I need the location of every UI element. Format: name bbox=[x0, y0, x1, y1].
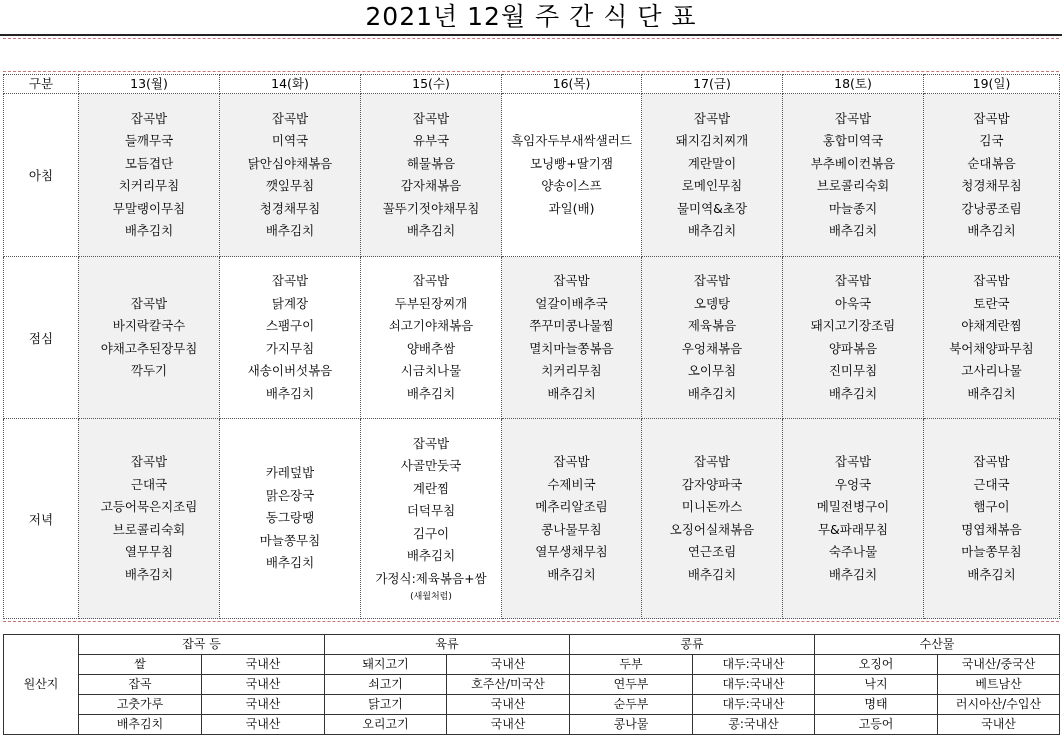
origin-country: 베트남산 bbox=[938, 675, 1060, 695]
menu-items bbox=[361, 270, 501, 405]
menu-item: 잡곡밥 bbox=[834, 454, 872, 469]
menu-item: 배추김치 bbox=[687, 385, 737, 401]
menu-cell bbox=[220, 257, 361, 419]
menu-item: 돼지고기장조림 bbox=[810, 318, 896, 333]
header-label: 구분 bbox=[4, 75, 79, 94]
menu-item: 미역국 bbox=[271, 133, 309, 148]
menu-item: 잡곡밥 bbox=[271, 273, 309, 288]
menu-item: 부추베이컨볶음 bbox=[810, 155, 896, 171]
menu-item: 아욱국 bbox=[834, 295, 872, 311]
menu-item: 맑은장국 bbox=[265, 487, 315, 503]
origin-country: 국내산 bbox=[202, 695, 325, 715]
menu-cell bbox=[783, 257, 924, 419]
menu-item: 배추김치 bbox=[828, 385, 878, 401]
menu-item: 메추리알조림 bbox=[535, 499, 608, 514]
menu-items bbox=[502, 270, 641, 405]
menu-item: 잡곡밥 bbox=[973, 110, 1010, 126]
menu-item: 수제비국 bbox=[547, 476, 596, 492]
menu-item: 브로콜리숙회 bbox=[816, 178, 890, 193]
menu-item: 홍합미역국 bbox=[822, 133, 884, 148]
menu-item: 잡곡밥 bbox=[553, 273, 590, 288]
menu-item: 잡곡밥 bbox=[412, 435, 450, 451]
meal-label: 점심 bbox=[4, 257, 79, 419]
origin-item: 고등어 bbox=[815, 715, 938, 735]
day-header: 19(일) bbox=[924, 75, 1060, 94]
menu-cell bbox=[502, 257, 642, 419]
menu-item: 근대국 bbox=[973, 476, 1010, 492]
menu-item: 깍두기 bbox=[130, 363, 168, 378]
menu-item: 더덕무침 bbox=[406, 503, 456, 519]
menu-cell bbox=[502, 419, 642, 619]
menu-cell bbox=[502, 94, 642, 257]
menu-item: 얼갈이배추국 bbox=[535, 295, 608, 311]
origin-item: 명태 bbox=[815, 695, 938, 715]
origin-country: 국내산 bbox=[202, 675, 325, 695]
origin-item: 순두부 bbox=[570, 695, 693, 715]
origin-country: 국내산 bbox=[202, 655, 325, 675]
menu-item: 고사리나물 bbox=[961, 363, 1022, 378]
menu-item: 감자채볶음 bbox=[400, 178, 462, 193]
menu-item: 바지락칼국수 bbox=[112, 318, 186, 333]
menu-cell bbox=[642, 257, 783, 419]
menu-item: 야채계란찜 bbox=[961, 318, 1022, 333]
menu-items bbox=[783, 270, 923, 405]
menu-items bbox=[220, 270, 360, 405]
menu-item: 메밀전병구이 bbox=[816, 499, 890, 514]
origin-country: 러시아산/수입산 bbox=[938, 695, 1060, 715]
origin-item: 쇠고기 bbox=[325, 675, 447, 695]
menu-items bbox=[502, 451, 641, 586]
menu-item: 잡곡밥 bbox=[693, 454, 731, 469]
menu-item: 오뎅탕 bbox=[693, 295, 731, 311]
origin-group-header: 육류 bbox=[325, 635, 570, 655]
menu-item: 연근조림 bbox=[687, 544, 737, 559]
menu-items bbox=[220, 462, 360, 575]
menu-item: 오이무침 bbox=[687, 363, 737, 378]
day-header: 16(목) bbox=[502, 75, 642, 94]
origin-table bbox=[3, 634, 1060, 735]
origin-country: 콩:국내산 bbox=[693, 715, 815, 735]
menu-item: 우엉채볶음 bbox=[681, 340, 743, 356]
menu-item: 야채고추된장무침 bbox=[100, 340, 198, 356]
dashed-divider bbox=[3, 71, 1059, 72]
menu-items bbox=[220, 108, 360, 243]
menu-item: 스팸구이 bbox=[265, 318, 315, 333]
origin-country: 호주산/미국산 bbox=[447, 675, 570, 695]
menu-item: 청경채무침 bbox=[961, 178, 1022, 193]
menu-item: 햄구이 bbox=[973, 499, 1010, 514]
menu-item: 우엉국 bbox=[834, 476, 872, 492]
menu-item: 열무무침 bbox=[124, 544, 174, 559]
menu-item: 모듬겹단 bbox=[124, 155, 174, 171]
menu-items bbox=[79, 451, 219, 586]
menu-item: 두부된장찌개 bbox=[394, 295, 468, 311]
menu-item: 배추김치 bbox=[124, 223, 174, 238]
origin-row bbox=[4, 695, 1060, 715]
menu-item: 새송이버섯볶음 bbox=[247, 363, 333, 378]
menu-items bbox=[642, 270, 782, 405]
menu-note: (새월처럼) bbox=[410, 592, 452, 603]
menu-item: 잡곡밥 bbox=[834, 273, 872, 288]
page-title: 2021년 12월 주 간 식 단 표 bbox=[365, 2, 697, 31]
menu-item: 멸치마늘쫑볶음 bbox=[529, 340, 614, 356]
menu-cell bbox=[79, 257, 220, 419]
menu-cell bbox=[783, 94, 924, 257]
menu-item: 잡곡밥 bbox=[553, 454, 590, 469]
menu-item: 무말랭이무침 bbox=[112, 200, 186, 216]
menu-item: 배추김치 bbox=[265, 223, 315, 238]
menu-item: 청경채무침 bbox=[259, 200, 321, 216]
menu-item: 배추김치 bbox=[406, 223, 456, 238]
menu-item: 토란국 bbox=[973, 295, 1010, 311]
menu-item: 잡곡밥 bbox=[973, 273, 1010, 288]
origin-item: 연두부 bbox=[570, 675, 693, 695]
menu-item: 마늘종지 bbox=[828, 200, 878, 216]
meal-row bbox=[4, 257, 1060, 419]
menu-item: 배추김치 bbox=[828, 223, 878, 238]
origin-country: 국내산 bbox=[202, 715, 325, 735]
menu-item: 계란찜 bbox=[412, 480, 450, 496]
menu-cell bbox=[924, 94, 1060, 257]
meal-label: 아침 bbox=[4, 94, 79, 257]
menu-item: 배추김치 bbox=[124, 566, 174, 582]
menu-item: 흑임자두부새싹샐러드 bbox=[511, 133, 632, 148]
menu-item: 잡곡밥 bbox=[130, 110, 168, 126]
menu-cell bbox=[220, 94, 361, 257]
menu-item: 순대볶음 bbox=[967, 155, 1016, 171]
menu-item: 로메인무침 bbox=[681, 178, 743, 193]
menu-item: 배추김치 bbox=[687, 566, 737, 582]
origin-country: 대두:국내산 bbox=[693, 675, 815, 695]
menu-item: 쭈꾸미콩나물찜 bbox=[529, 318, 614, 333]
origin-group-header: 콩류 bbox=[570, 635, 815, 655]
origin-item: 돼지고기 bbox=[325, 655, 447, 675]
menu-item: 고등어묵은지조림 bbox=[100, 499, 198, 514]
menu-item: 유부국 bbox=[412, 133, 450, 148]
origin-country: 국내산 bbox=[447, 695, 570, 715]
menu-item: 김구이 bbox=[412, 525, 450, 541]
menu-item: 치커리무침 bbox=[118, 178, 180, 193]
menu-cell bbox=[642, 94, 783, 257]
menu-item: 잡곡밥 bbox=[130, 454, 168, 469]
menu-item: 모닝빵+딸기잼 bbox=[530, 155, 613, 171]
menu-item: 배추김치 bbox=[967, 223, 1016, 238]
origin-country: 국내산 bbox=[447, 715, 570, 735]
menu-item: 계란말이 bbox=[687, 155, 737, 171]
origin-item: 오징어 bbox=[815, 655, 938, 675]
origin-country: 국내산 bbox=[447, 655, 570, 675]
menu-item: 북어채양파무침 bbox=[949, 340, 1034, 356]
menu-item: 치커리무침 bbox=[541, 363, 602, 378]
origin-group-header: 잡곡 등 bbox=[79, 635, 325, 655]
title-rule bbox=[0, 34, 1062, 36]
meal-row bbox=[4, 419, 1060, 619]
menu-item: 배추김치 bbox=[687, 223, 737, 238]
menu-item: 제육볶음 bbox=[687, 318, 737, 333]
menu-item: 쇠고기야채볶음 bbox=[388, 318, 474, 333]
menu-cell bbox=[361, 257, 502, 419]
menu-item: 잡곡밥 bbox=[412, 110, 450, 126]
origin-label: 원산지 bbox=[4, 635, 79, 735]
menu-item: 감자양파국 bbox=[681, 476, 743, 492]
menu-item: 시금치나물 bbox=[400, 363, 462, 378]
menu-items bbox=[783, 108, 923, 243]
origin-item: 오리고기 bbox=[325, 715, 447, 735]
menu-cell bbox=[79, 419, 220, 619]
menu-item: 잡곡밥 bbox=[412, 273, 450, 288]
menu-item: 들깨무국 bbox=[124, 133, 174, 148]
origin-item: 쌀 bbox=[79, 655, 202, 675]
meal-label: 저녁 bbox=[4, 419, 79, 619]
origin-item: 잡곡 bbox=[79, 675, 202, 695]
day-header: 17(금) bbox=[642, 75, 783, 94]
menu-item: 근대국 bbox=[130, 476, 168, 492]
menu-item: 닭안심야채볶음 bbox=[247, 155, 333, 171]
day-header: 18(토) bbox=[783, 75, 924, 94]
menu-cell bbox=[924, 419, 1060, 619]
menu-item: 잡곡밥 bbox=[834, 110, 872, 126]
menu-item: 잡곡밥 bbox=[693, 273, 731, 288]
menu-item: 배추김치 bbox=[406, 385, 456, 401]
menu-item: 양송이스프 bbox=[541, 178, 602, 193]
menu-item: 배추김치 bbox=[547, 566, 596, 582]
meal-row bbox=[4, 94, 1060, 257]
menu-item: 잡곡밥 bbox=[130, 295, 168, 311]
menu-item: 배추김치 bbox=[265, 555, 315, 571]
menu-item: 배추김치 bbox=[967, 385, 1016, 401]
menu-item: 강낭콩조림 bbox=[961, 200, 1022, 216]
origin-row bbox=[4, 675, 1060, 695]
origin-row bbox=[4, 715, 1060, 735]
menu-item: 미니돈까스 bbox=[681, 499, 743, 514]
origin-item: 콩나물 bbox=[570, 715, 693, 735]
origin-group-row bbox=[4, 635, 1060, 655]
menu-item: 잡곡밥 bbox=[973, 454, 1010, 469]
menu-items bbox=[79, 108, 219, 243]
menu-item: 무&파래무침 bbox=[817, 521, 889, 537]
menu-item: 해물볶음 bbox=[406, 155, 456, 171]
menu-item: 숙주나물 bbox=[828, 544, 878, 559]
menu-item: 마늘쫑무침 bbox=[259, 532, 321, 548]
menu-cell bbox=[924, 257, 1060, 419]
menu-items bbox=[642, 451, 782, 586]
menu-item: 콩나물무침 bbox=[541, 521, 602, 537]
menu-item: 가정식:제육볶음+쌈 bbox=[375, 570, 487, 586]
menu-item: 배추김치 bbox=[406, 548, 456, 564]
menu-item: 과일(배) bbox=[548, 200, 595, 216]
day-header: 13(월) bbox=[79, 75, 220, 94]
origin-item: 고춧가루 bbox=[79, 695, 202, 715]
menu-header-row bbox=[4, 75, 1060, 94]
menu-item: 물미역&초장 bbox=[676, 200, 748, 216]
menu-items bbox=[361, 108, 501, 243]
day-header: 15(수) bbox=[361, 75, 502, 94]
menu-cell bbox=[361, 94, 502, 257]
menu-item: 깻잎무침 bbox=[265, 178, 315, 193]
menu-items bbox=[502, 130, 641, 220]
menu-items bbox=[924, 108, 1059, 243]
menu-items bbox=[783, 451, 923, 586]
origin-item: 배추김치 bbox=[79, 715, 202, 735]
menu-item: 마늘쫑무침 bbox=[961, 544, 1022, 559]
dashed-divider bbox=[3, 38, 1059, 39]
menu-cell bbox=[783, 419, 924, 619]
menu-cell bbox=[220, 419, 361, 619]
day-header: 14(화) bbox=[220, 75, 361, 94]
menu-item: 사골만둣국 bbox=[400, 458, 462, 474]
origin-country: 국내산/중국산 bbox=[938, 655, 1060, 675]
weekly-menu-table bbox=[3, 74, 1060, 619]
origin-item: 닭고기 bbox=[325, 695, 447, 715]
menu-item: 배추김치 bbox=[967, 566, 1016, 582]
origin-country: 대두:국내산 bbox=[693, 695, 815, 715]
menu-items bbox=[642, 108, 782, 243]
origin-country: 대두:국내산 bbox=[693, 655, 815, 675]
menu-item: 카레덮밥 bbox=[265, 465, 315, 481]
origin-item: 낙지 bbox=[815, 675, 938, 695]
menu-item: 배추김치 bbox=[547, 385, 596, 401]
menu-item: 양배추쌈 bbox=[406, 340, 456, 356]
menu-item: 명엽채볶음 bbox=[961, 521, 1022, 537]
origin-row bbox=[4, 655, 1060, 675]
origin-group-header: 수산물 bbox=[815, 635, 1060, 655]
menu-items bbox=[924, 270, 1059, 405]
menu-item: 닭계장 bbox=[271, 295, 309, 311]
menu-items bbox=[924, 451, 1059, 586]
menu-item: 배추김치 bbox=[828, 566, 878, 582]
origin-item: 두부 bbox=[570, 655, 693, 675]
menu-items bbox=[79, 293, 219, 383]
menu-item: 가지무침 bbox=[265, 340, 315, 356]
menu-item: 진미무침 bbox=[828, 363, 878, 378]
menu-item: 동그랑땡 bbox=[265, 510, 315, 526]
menu-cell bbox=[79, 94, 220, 257]
menu-items bbox=[361, 433, 501, 605]
menu-item: 브로콜리숙회 bbox=[112, 521, 186, 537]
menu-item: 김국 bbox=[979, 133, 1004, 148]
menu-item: 배추김치 bbox=[265, 385, 315, 401]
menu-item: 오징어실채볶음 bbox=[669, 521, 755, 537]
menu-item: 꼴뚜기젓야채무침 bbox=[382, 200, 480, 216]
menu-item: 잡곡밥 bbox=[693, 110, 731, 126]
menu-item: 잡곡밥 bbox=[271, 110, 309, 126]
origin-country: 국내산 bbox=[938, 715, 1060, 735]
menu-item: 열무생채무침 bbox=[535, 544, 608, 559]
menu-item: 양파볶음 bbox=[828, 340, 878, 356]
menu-cell bbox=[642, 419, 783, 619]
dashed-divider bbox=[3, 621, 1059, 622]
menu-cell bbox=[361, 419, 502, 619]
menu-item: 돼지김치찌개 bbox=[675, 133, 749, 148]
